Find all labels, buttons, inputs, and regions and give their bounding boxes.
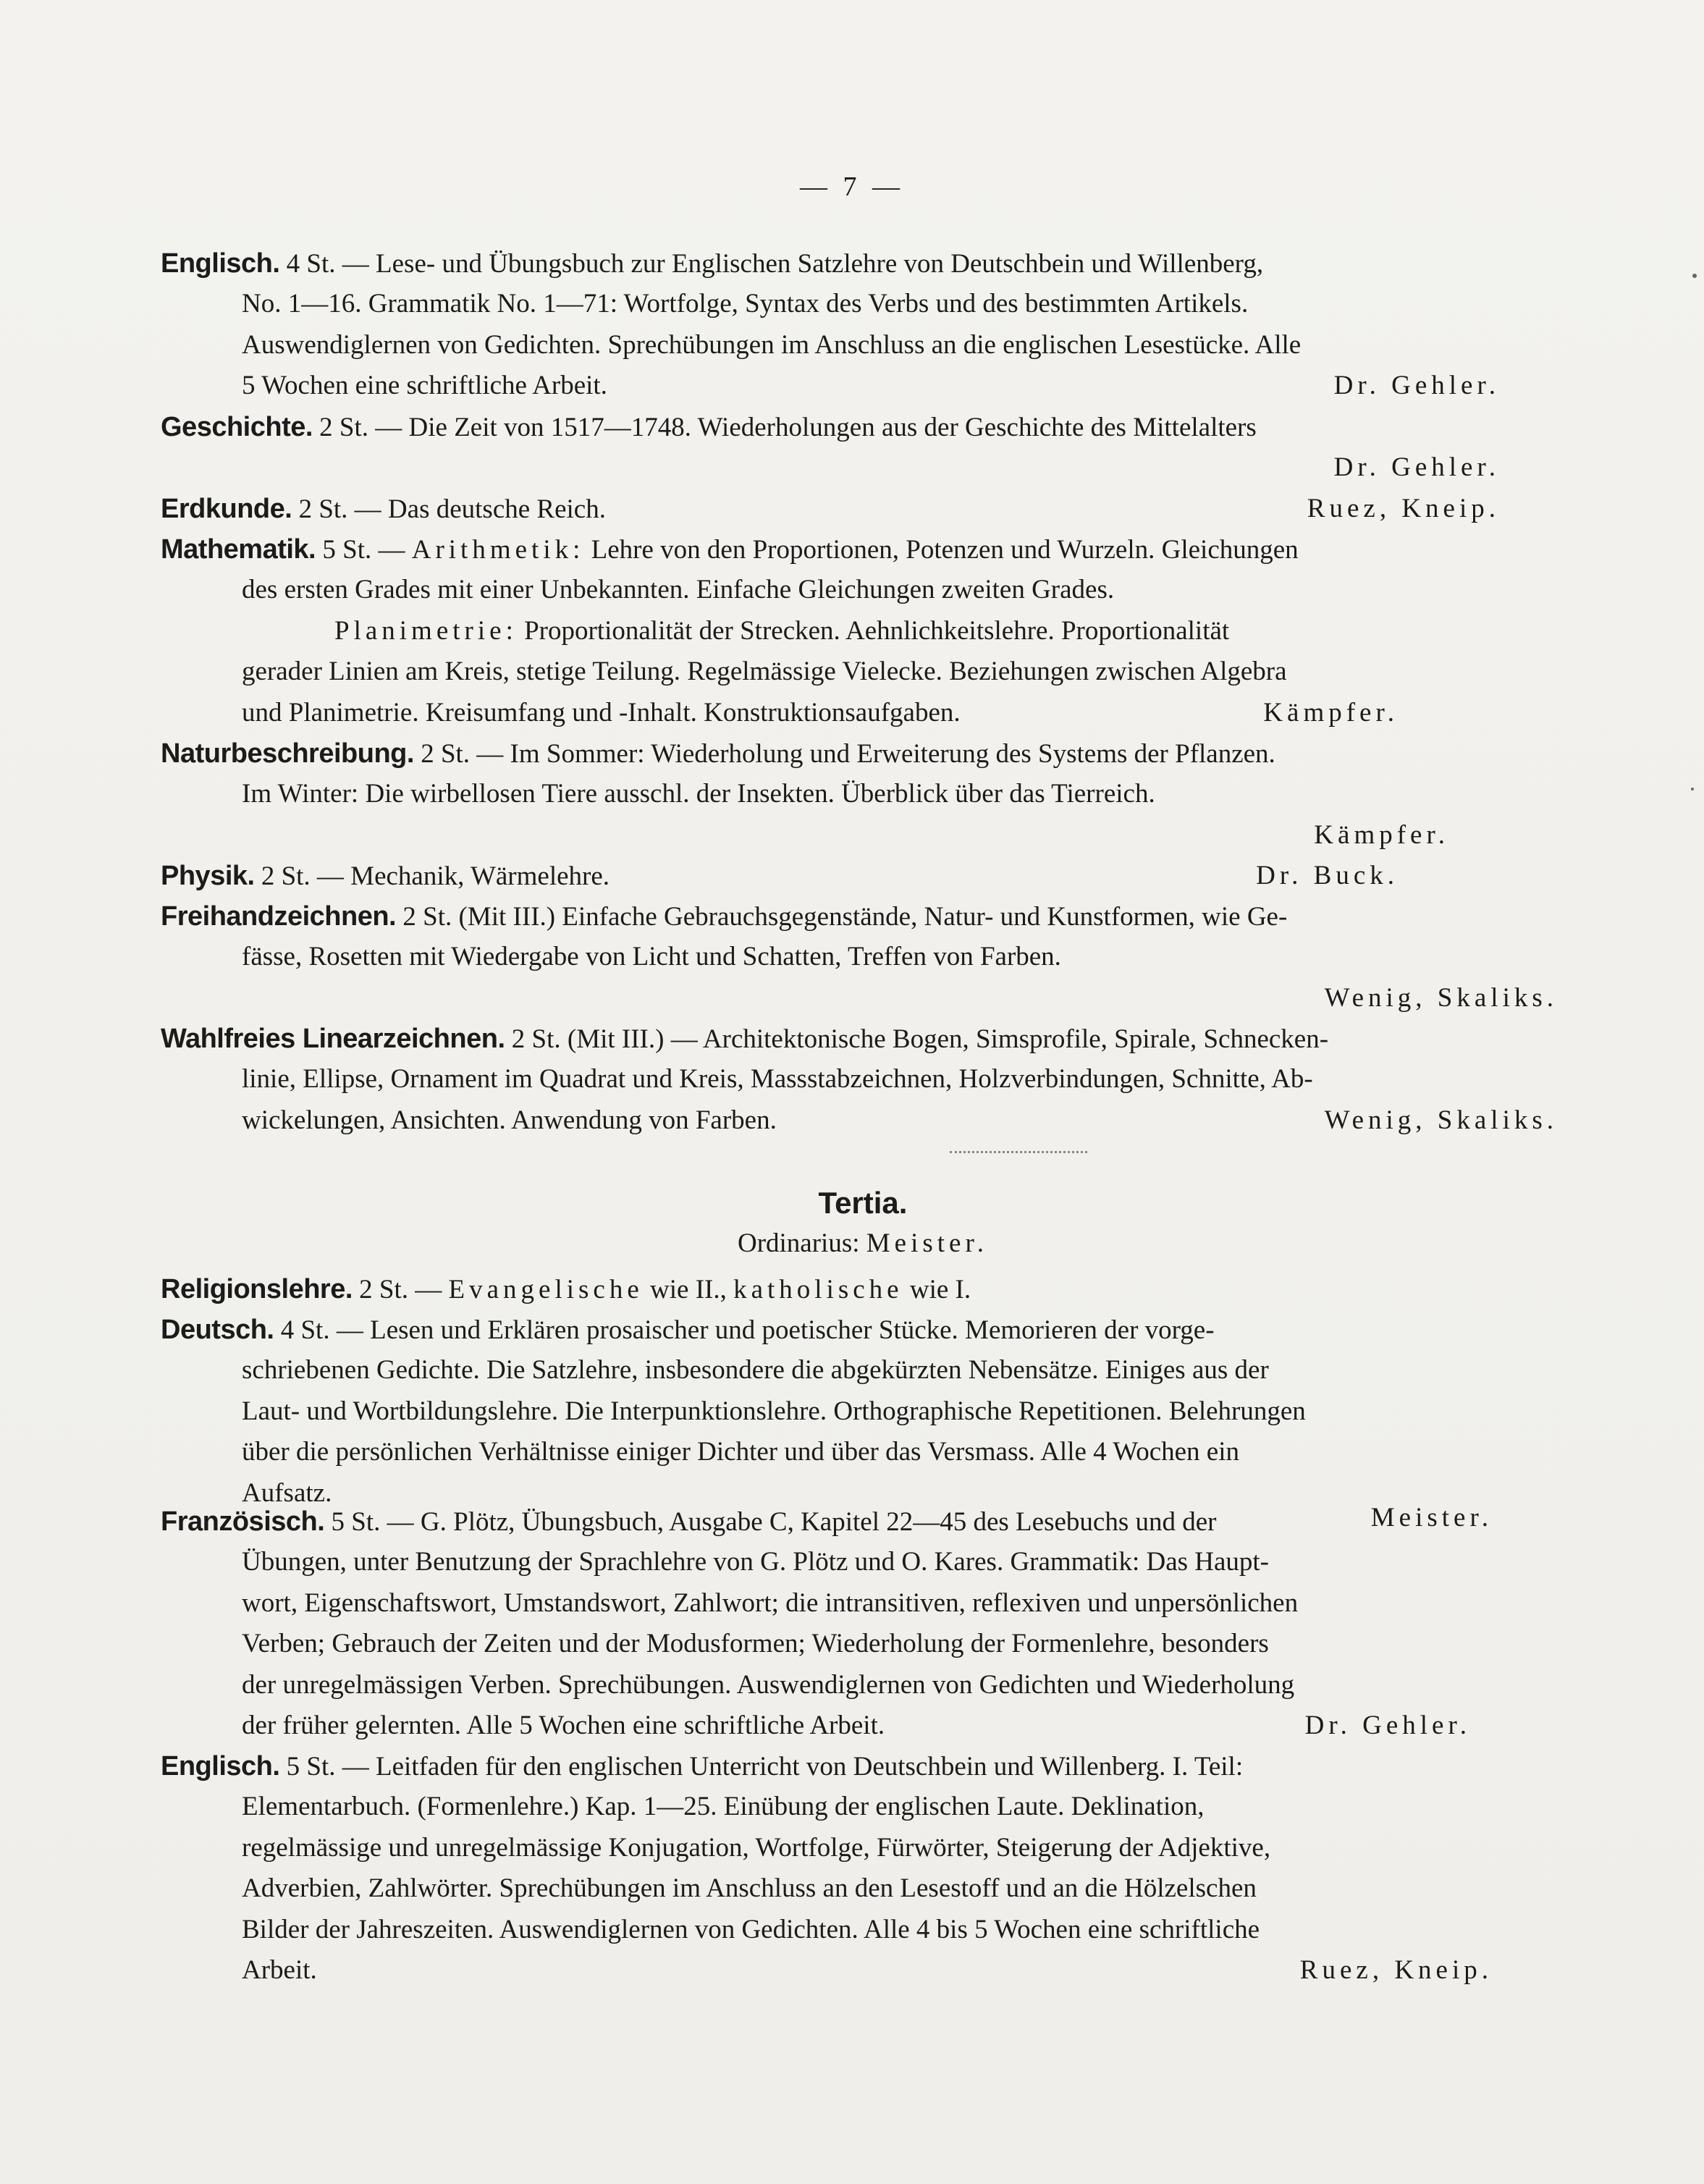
entry-text: Adverbien, Zahlwörter. Sprechübungen im Anschluss an den Lesestoff und an die Hölzelschen <box>242 1873 1257 1904</box>
entry-text: 2 St. (Mit III.) Einfache Gebrauchsgegenstände, Natur- und Kunstformen, wie Ge- <box>402 902 1288 932</box>
subject-heading: Mathematik. <box>161 534 316 565</box>
entry-text: und Planimetrie. Kreisumfang und -Inhalt. Konstruktionsaufgaben. <box>242 697 961 728</box>
subject-heading: Physik. <box>161 861 255 891</box>
entry-text: wie II., <box>650 1275 727 1304</box>
entry-text: Im Winter: Die wirbellosen Tiere ausschl. der Insekten. Überblick über das Tierreich. <box>242 779 1155 809</box>
entry-text: 5 St. — Leitfaden für den englischen Unterricht von Deutschbein und Willenberg. I. Teil: <box>286 1752 1244 1782</box>
entry-englisch-tertia <box>161 1746 1565 1991</box>
topic-spaced: Evangelische <box>448 1275 644 1304</box>
entry-text: Elementarbuch. (Formenlehre.) Kap. 1—25. Einübung der englischen Laute. Deklination, <box>242 1792 1205 1822</box>
teacher-name: Dr. Gehler. <box>1304 1710 1471 1740</box>
subject-heading: Naturbeschreibung. <box>161 738 414 769</box>
entry-text: 2 St. (Mit III.) — Architektonische Bogen, Simsprofile, Spirale, Schnecken- <box>511 1024 1329 1054</box>
teacher-name: Dr. Gehler. <box>1333 371 1500 401</box>
entry-mathematik <box>161 529 1565 733</box>
ordinarius-name: Meister. <box>866 1228 988 1258</box>
paper-speck <box>1691 788 1694 790</box>
teacher-name: Meister. <box>1370 1502 1493 1532</box>
topic-spaced: Arithmetik: <box>411 535 585 565</box>
subject-heading: Französisch. <box>161 1506 325 1537</box>
entry-text: Bilder der Jahreszeiten. Auswendiglernen von Gedichten. Alle 4 bis 5 Wochen eine schriftliche <box>242 1914 1260 1944</box>
entry-text: schriebenen Gedichte. Die Satzlehre, insbesondere die abgekürzten Nebensätze. Einiges aus der <box>242 1355 1269 1386</box>
subject-heading: Geschichte. <box>161 412 313 442</box>
entry-physik <box>161 856 1565 896</box>
teacher-name: Wenig, Skaliks. <box>1324 982 1558 1013</box>
section-title: Tertia. <box>818 1186 908 1220</box>
entry-franzoesisch <box>161 1501 1565 1746</box>
topic-spaced: Planimetrie: <box>334 615 518 646</box>
entry-text: Laut- und Wortbildungslehre. Die Interpunktionslehre. Orthographische Repetitionen. Belehrungen <box>242 1396 1306 1426</box>
subject-heading: Wahlfreies Linearzeichnen. <box>161 1024 505 1054</box>
entry-linearzeichnen <box>161 1019 1565 1141</box>
entry-text: regelmässige und unregelmässige Konjugation, Wortfolge, Fürwörter, Steigerung der Adjektive, <box>242 1832 1271 1863</box>
entry-text: der früher gelernten. Alle 5 Wochen eine schriftliche Arbeit. <box>242 1710 885 1740</box>
entry-freihandzeichnen <box>161 896 1565 1019</box>
section-title-tertia <box>161 1183 1565 1223</box>
entry-text: 5 St. — G. Plötz, Übungsbuch, Ausgabe C, Kapitel 22—45 des Lesebuchs und der <box>331 1507 1217 1537</box>
subject-heading: Englisch. <box>161 1751 280 1782</box>
ordinarius-label: Ordinarius: <box>737 1228 860 1258</box>
entry-text: wie I. <box>909 1275 971 1304</box>
entry-text: 4 St. — Lese- und Übungsbuch zur Englischen Satzlehre von Deutschbein und Willenberg, <box>286 249 1264 279</box>
entry-text: 2 St. — Im Sommer: Wiederholung und Erweiterung des Systems der Pflanzen. <box>421 739 1275 769</box>
page-number: — 7 — <box>800 172 904 202</box>
entry-text: Arbeit. <box>242 1955 317 1985</box>
entry-text: 2 St. — Das deutsche Reich. <box>298 494 606 524</box>
entry-text: 2 St. — <box>359 1275 442 1304</box>
entry-text: des ersten Grades mit einer Unbekannten. Einfache Gleichungen zweiten Grades. <box>242 575 1115 605</box>
paper-speck <box>1692 274 1697 278</box>
entry-text: Aufsatz. <box>242 1477 332 1508</box>
entry-text: 5 Wochen eine schriftliche Arbeit. <box>242 371 607 401</box>
teacher-name: Ruez, Kneip. <box>1299 1955 1493 1985</box>
entry-text: wort, Eigenschaftswort, Umstandswort, Zahlwort; die intransitiven, reflexiven und unpersönlichen <box>242 1588 1299 1618</box>
subject-heading: Englisch. <box>161 248 280 279</box>
section-divider <box>950 1141 1087 1153</box>
topic-spaced: katholische <box>733 1275 903 1304</box>
entry-text: Übungen, unter Benutzung der Sprachlehre von G. Plötz und O. Kares. Grammatik: Das Haupt- <box>242 1547 1270 1577</box>
entry-text: 2 St. — Mechanik, Wärmelehre. <box>261 861 610 891</box>
entry-englisch-sekunda <box>161 243 1565 407</box>
entry-text: No. 1—16. Grammatik No. 1—71: Wortfolge, Syntax des Verbs und des bestimmten Artikels. <box>242 289 1249 319</box>
entry-erdkunde <box>161 489 1565 529</box>
subject-heading: Erdkunde. <box>161 494 292 524</box>
entry-text: Lehre von den Proportionen, Potenzen und Wurzeln. Gleichungen <box>591 535 1299 565</box>
subject-heading: Deutsch. <box>161 1315 274 1345</box>
subject-heading: Freihandzeichnen. <box>161 901 397 932</box>
teacher-name: Wenig, Skaliks. <box>1324 1105 1558 1135</box>
entry-text: linie, Ellipse, Ornament im Quadrat und Kreis, Massstabzeichnen, Holzverbindungen, Schnitte, Ab- <box>242 1064 1313 1095</box>
entry-text: gerader Linien am Kreis, stetige Teilung. Regelmässige Vielecke. Beziehungen zwischen Algebra <box>242 657 1287 687</box>
teacher-name: Kämpfer. <box>1263 697 1399 728</box>
teacher-name: Kämpfer. <box>1314 819 1449 850</box>
entry-text: fässe, Rosetten mit Wiedergabe von Licht und Schatten, Treffen von Farben. <box>242 942 1061 972</box>
teacher-name: Dr. Gehler. <box>1333 452 1500 483</box>
entry-religionslehre <box>161 1269 1565 1310</box>
entry-text: über die persönlichen Verhältnisse einiger Dichter und über das Versmass. Alle 4 Wochen ein <box>242 1437 1239 1467</box>
teacher-name: Dr. Buck. <box>1256 861 1399 890</box>
ordinarius-line <box>161 1223 1565 1264</box>
subject-heading: Religionslehre. <box>161 1274 353 1304</box>
teacher-name: Ruez, Kneip. <box>1307 494 1500 523</box>
entry-text: der unregelmässigen Verben. Sprechübungen. Auswendiglernen von Gedichten und Wiederholung <box>242 1669 1295 1700</box>
entry-naturbeschreibung <box>161 733 1565 856</box>
entry-text: Auswendiglernen von Gedichten. Sprechübungen im Anschluss an die englischen Lesestücke. Alle <box>242 329 1302 360</box>
entry-text: Proportionalität der Strecken. Aehnlichkeitslehre. Proportionalität <box>524 615 1230 646</box>
entry-text: wickelungen, Ansichten. Anwendung von Farben. <box>242 1105 777 1135</box>
entry-text: Verben; Gebrauch der Zeiten und der Modusformen; Wiederholung der Formenlehre, besonders <box>242 1629 1269 1659</box>
entry-text: 5 St. — <box>322 535 405 565</box>
entry-geschichte <box>161 407 1565 489</box>
entry-text: 4 St. — Lesen und Erklären prosaischer und poetischer Stücke. Memorieren der vorge- <box>280 1315 1215 1345</box>
entry-text: 2 St. — Die Zeit von 1517—1748. Wiederholungen aus der Geschichte des Mittelalters <box>319 413 1257 442</box>
